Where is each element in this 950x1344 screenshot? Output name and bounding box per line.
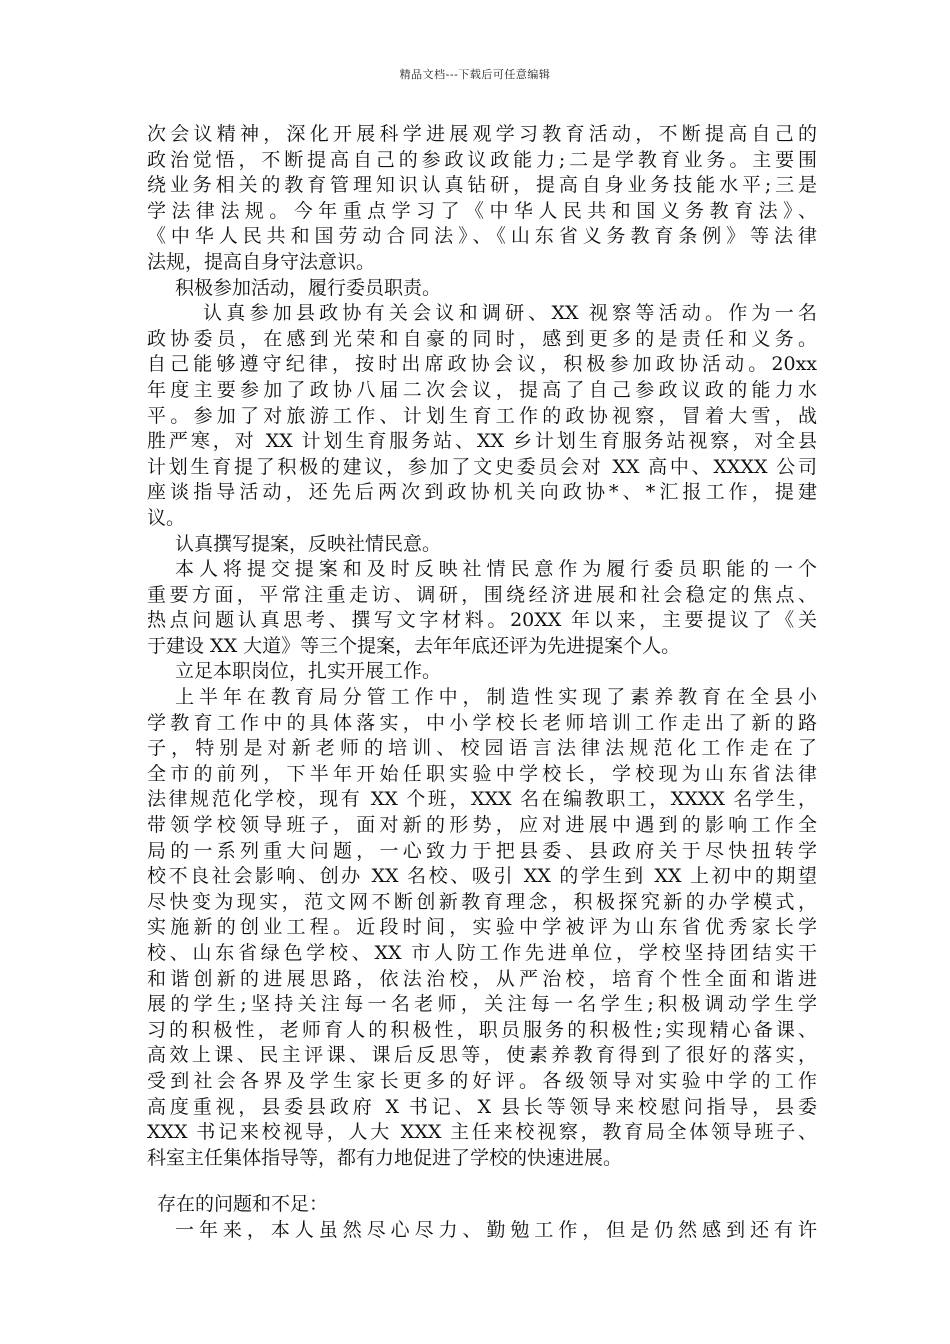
text-line: 年度主要参加了政协八届二次会议，提高了自己参政议政的能力水 xyxy=(147,378,817,401)
text-line: 座谈指导活动，还先后两次到政协机关向政协*、*汇报工作，提建 xyxy=(147,481,817,504)
text-line: 展的学生;坚持关注每一名老师，关注每一名学生;积极调动学生学 xyxy=(147,993,817,1016)
text-line: 政治觉悟，不断提高自己的参政议政能力;二是学教育业务。主要围 xyxy=(147,148,817,171)
text-line: 校、山东省绿色学校、XX 市人防工作先进单位，学校坚持团结实干 xyxy=(147,942,817,964)
text-line: 法规，提高自身守法意识。 xyxy=(147,250,376,273)
text-line: 上半年在教育局分管工作中，制造性实现了素养教育在全县小 xyxy=(175,686,817,709)
text-line: 习的积极性，老师育人的积极性，职员服务的积极性;实现精心备课、 xyxy=(147,1018,817,1041)
text-line: 一年来，本人虽然尽心尽力、勤勉工作，但是仍然感到还有许 xyxy=(175,1218,817,1241)
text-line: 科室主任集体指导等，都有力地促进了学校的快速进展。 xyxy=(147,1146,623,1169)
text-line: 学教育工作中的具体落实，中小学校长老师培训工作走出了新的路 xyxy=(147,711,817,734)
text-line: 绕业务相关的教育管理知识认真钻研，提高自身业务技能水平;三是 xyxy=(147,174,817,197)
text-line: 热点问题认真思考、撰写文字材料。20XX 年以来，主要提议了《关 xyxy=(147,609,817,632)
text-line: 尽快变为现实，范文网不断创新教育理念，积极探究新的办学模式， xyxy=(147,890,817,913)
text-line: 子，特别是对新老师的培训、校园语言法律法规范化工作走在了 xyxy=(147,737,817,760)
page-header: 精品文档---下载后可任意编辑 xyxy=(399,68,551,81)
paragraph-proposals xyxy=(147,557,817,659)
section-heading: 积极参加活动，履行委员职责。 xyxy=(175,276,442,299)
text-line: 政协委员，在感到光荣和自豪的同时，感到更多的是责任和义务。 xyxy=(147,327,817,350)
text-line: 自己能够遵守纪律，按时出席政协会议，积极参加政协活动。20xx xyxy=(147,353,817,376)
text-line: 和谐创新的进展思路，依法治校，从严治校，培育个性全面和谐进 xyxy=(147,967,817,990)
text-line: 局的一系列重大问题，一心致力于把县委、县政府关于尽快扭转学 xyxy=(147,839,817,862)
text-line: 全市的前列，下半年开始任职实验中学校长，学校现为山东省法律 xyxy=(147,762,817,785)
section-heading: 立足本职岗位，扎实开展工作。 xyxy=(175,660,442,683)
text-line: 带领学校领导班子，面对新的形势，应对进展中遇到的影响工作全 xyxy=(147,814,817,837)
text-line: 学法律法规。今年重点学习了《中华人民共和国义务教育法》、 xyxy=(147,199,817,222)
text-line: 高度重视，县委县政府 X 书记、X 县长等领导来校慰问指导，县委 xyxy=(147,1095,817,1118)
text-line: 《中华人民共和国劳动合同法》、《山东省义务教育条例》等法律 xyxy=(147,225,817,248)
paragraph-spacer xyxy=(147,1171,817,1192)
text-line: 计划生育提了积极的建议，参加了文史委员会对 XX 高中、XXXX 公司 xyxy=(147,455,817,478)
section-heading: 认真撰写提案，反映社情民意。 xyxy=(175,532,442,555)
text-line: 本人将提交提案和及时反映社情民意作为履行委员职能的一个 xyxy=(175,558,817,581)
paragraph-work xyxy=(147,685,817,1171)
text-line: 重要方面，平常注重走访、调研，围绕经济进展和社会稳定的焦点、 xyxy=(147,583,817,606)
text-line: 于建设 XX 大道》等三个提案，去年年底还评为先进提案个人。 xyxy=(147,634,681,657)
text-line: 议。 xyxy=(147,506,186,529)
text-line: 实施新的创业工程。近段时间，实验中学被评为山东省优秀家长学 xyxy=(147,916,817,939)
text-line: 认真参加县政协有关会议和调研、XX 视察等活动。作为一名 xyxy=(203,302,817,325)
text-line: 胜严寒，对 XX 计划生育服务站、XX 乡计划生育服务站视察，对全县 xyxy=(147,430,817,453)
paragraph-activities xyxy=(147,301,817,531)
paragraph-problems xyxy=(147,1218,817,1244)
text-line: 法律规范化学校，现有 XX 个班，XXX 名在编教职工，XXXX 名学生， xyxy=(147,788,817,811)
text-line: 平。参加了对旅游工作、计划生育工作的政协视察，冒着大雪，战 xyxy=(147,404,817,427)
text-line: 高效上课、民主评课、课后反思等，使素养教育得到了很好的落实， xyxy=(147,1044,817,1067)
paragraph-study xyxy=(147,122,817,276)
document-body xyxy=(147,122,817,1244)
text-line: XXX 书记来校视导，人大 XXX 主任来校视察，教育局全体领导班子、 xyxy=(147,1121,817,1144)
text-line: 受到社会各界及学生家长更多的好评。各级领导对实验中学的工作 xyxy=(147,1069,817,1092)
section-heading: 存在的问题和不足： xyxy=(157,1193,329,1216)
text-line: 校不良社会影响、创办 XX 名校、吸引 XX 的学生到 XX 上初中的期望 xyxy=(147,865,817,888)
text-line: 次会议精神，深化开展科学进展观学习教育活动，不断提高自己的 xyxy=(147,123,817,145)
